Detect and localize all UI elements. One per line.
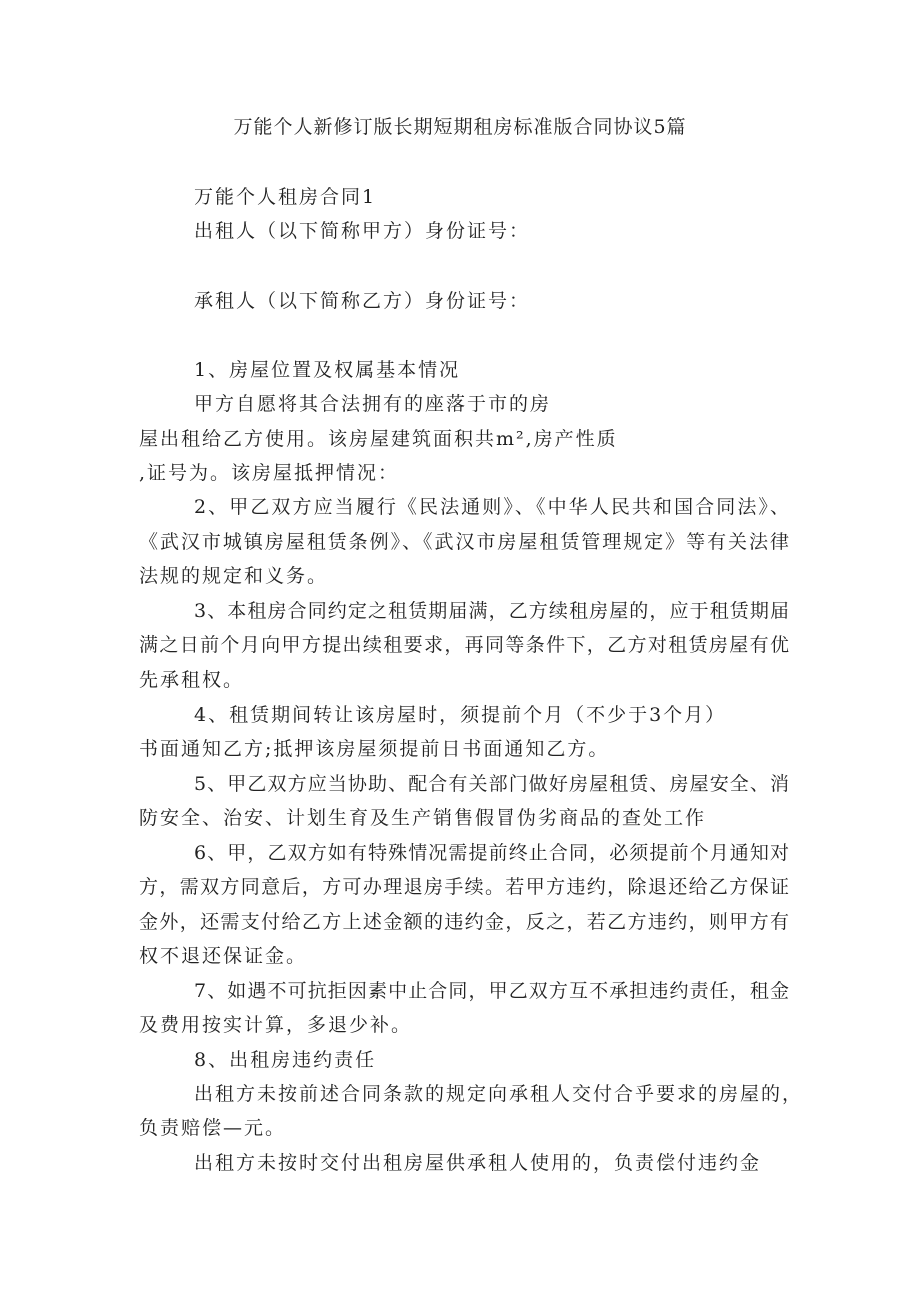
clause-1-heading: 1、房屋位置及权属基本情况 bbox=[194, 359, 461, 381]
contract-heading: 万能个人租房合同1 bbox=[194, 186, 377, 208]
clause-7-text: 7、如遇不可抗拒因素中止合同，甲乙双方互不承担违约责任，租金 bbox=[194, 980, 789, 1002]
clause-3-text: 先承租权。 bbox=[139, 669, 245, 691]
clause-1-text: ,证号为。该房屋抵押情况： bbox=[139, 462, 400, 484]
clause-5-text: 防安全、治安、计划生育及生产销售假冒伪劣商品的查处工作 bbox=[139, 807, 707, 829]
clause-5-text: 5、甲乙双方应当协助、配合有关部门做好房屋租赁、房屋安全、消 bbox=[194, 773, 789, 795]
clause-6-text: 金外，还需支付给乙方上述金额的违约金，反之，若乙方违约，则甲方有 bbox=[139, 911, 789, 933]
document-title: 万能个人新修订版长期短期租房标准版合同协议5篇 bbox=[233, 116, 687, 138]
clause-6-text: 权不退还保证金。 bbox=[139, 945, 308, 967]
clause-7-text: 及费用按实计算，多退少补。 bbox=[139, 1014, 413, 1036]
lessor-id-line: 出租人（以下简称甲方）身份证号： bbox=[194, 220, 531, 242]
clause-8-text: 出租方未按时交付出租房屋供承租人使用的，负责偿付违约金 bbox=[194, 1152, 762, 1174]
clause-4-text: 4、租赁期间转让该房屋时，须提前个月（不少于3个月） bbox=[194, 704, 727, 726]
clause-8-text: 负责赔偿—元。 bbox=[139, 1117, 287, 1139]
clause-1-text: 屋出租给乙方使用。该房屋建筑面积共m²,房产性质 bbox=[139, 428, 618, 450]
clause-2-text: 2、甲乙双方应当履行《民法通则》、《中华人民共和国合同法》、 bbox=[194, 496, 789, 518]
clause-1-text: 甲方自愿将其合法拥有的座落于市的房 bbox=[194, 393, 552, 415]
clause-2-text: 《武汉市城镇房屋租赁条例》、《武汉市房屋租赁管理规定》等有关法律 bbox=[139, 531, 789, 553]
lessee-id-line: 承租人（以下简称乙方）身份证号： bbox=[194, 290, 531, 312]
clause-6-text: 方，需双方同意后，方可办理退房手续。若甲方违约，除退还给乙方保证 bbox=[139, 876, 789, 898]
clause-6-text: 6、甲，乙双方如有特殊情况需提前终止合同，必须提前个月通知对 bbox=[194, 842, 789, 864]
clause-2-text: 法规的规定和义务。 bbox=[139, 565, 329, 587]
clause-8-text: 出租方未按前述合同条款的规定向承租人交付合乎要求的房屋的， bbox=[194, 1083, 804, 1105]
clause-4-text: 书面通知乙方;抵押该房屋须提前日书面通知乙方。 bbox=[139, 738, 610, 760]
clause-3-text: 满之日前个月向甲方提出续租要求，再同等条件下，乙方对租赁房屋有优 bbox=[139, 634, 789, 656]
clause-8-heading: 8、出租房违约责任 bbox=[194, 1049, 377, 1071]
clause-3-text: 3、本租房合同约定之租赁期届满，乙方续租房屋的，应于租赁期届 bbox=[194, 600, 789, 622]
